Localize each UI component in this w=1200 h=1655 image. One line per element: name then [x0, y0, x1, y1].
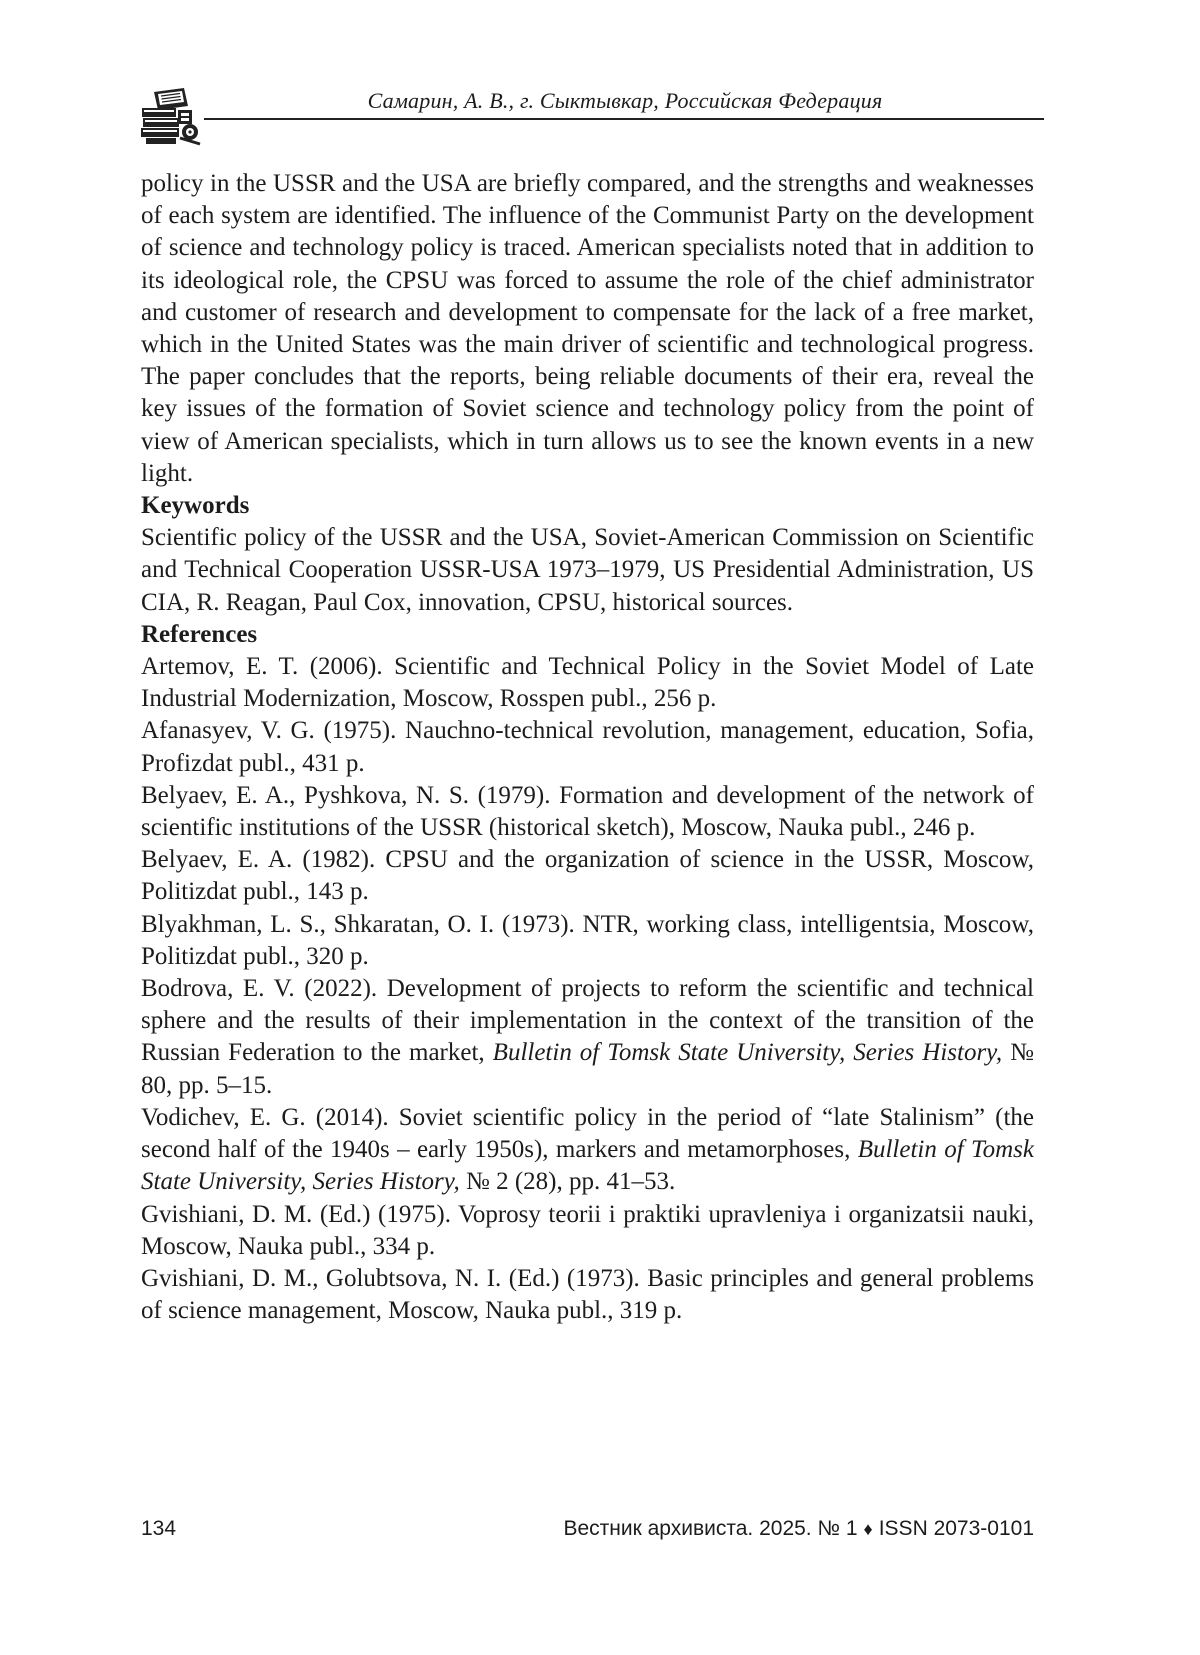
article-body [141, 168, 1034, 1327]
archive-logo-icon [140, 86, 204, 148]
issn: ISSN 2073-0101 [878, 1517, 1034, 1540]
journal-name: Вестник архивиста. 2025. № 1 [563, 1517, 858, 1540]
page-number: 134 [141, 1517, 177, 1540]
reference-item: Belyaev, E. A. (1982). CPSU and the organization of science in the USSR, Moscow, Politizdat publ., 143 p. [141, 846, 1034, 906]
reference-item: Afanasyev, V. G. (1975). Nauchno-technical revolution, management, education, Sofia, Profizdat publ., 431 p. [141, 717, 1034, 777]
journal-title: Bulletin of Tomsk State University, Series History, [141, 1136, 1034, 1196]
header-rule [204, 118, 1044, 120]
reference-item: Belyaev, E. A., Pyshkova, N. S. (1979). Formation and development of the network of scientific institutions of the USSR (historical sketch), Moscow, Nauka publ., 246 p. [141, 781, 1034, 842]
running-title: Самарин, А. В., г. Сыктывкар, Российская Федерация [367, 88, 883, 113]
reference-item: Gvishiani, D. M., Golubtsova, N. I. (Ed.) (1973). Basic principles and general problems of science management, Moscow, Nauka publ., 319 p. [141, 1264, 1034, 1325]
diamond-separator-icon: ♦ [863, 1519, 873, 1539]
page-footer [141, 1517, 1034, 1547]
reference-item: Gvishiani, D. M. (Ed.) (1975). Voprosy teorii i praktiki upravleniya i organizatsii nauki, Moscow, Nauka publ., 334 p. [141, 1200, 1034, 1260]
references-heading: References [141, 620, 258, 648]
journal-title: Bulletin of Tomsk State University, Series History, [492, 1039, 1003, 1067]
keywords-heading: Keywords [141, 492, 250, 520]
keywords-text: Scientific policy of the USSR and the USA, Soviet-American Commission on Scientific and Technical Cooperation USSR-USA 1973–1979, US Presidential Administration, US CIA, R. Reagan, Paul Cox, innovation, CPSU, historical sources. [141, 524, 1034, 616]
running-header [140, 82, 1040, 152]
reference-item: Vodichev, E. G. (2014). Soviet scientific policy in the period of “late Stalinism” (the second half of the 1940s – early 1950s), markers and metamorphoses, Bulletin of Tomsk State University, Series History, № 2 (28), pp. 41–53. [141, 1103, 1034, 1196]
reference-item: Artemov, E. T. (2006). Scientific and Technical Policy in the Soviet Model of Late Industrial Modernization, Moscow, Rosspen publ., 256 p. [141, 653, 1034, 713]
journal-line [563, 1517, 1034, 1541]
reference-item: Bodrova, E. V. (2022). Development of projects to reform the scientific and technical sphere and the results of their implementation in the context of the transition of the Russian Federation to the market, Bulletin of Tomsk State University, Series History, № 80, pp. 5–15. [141, 975, 1034, 1099]
abstract-continuation: policy in the USSR and the USA are briefly compared, and the strengths and weaknesses of each system are identified. The influence of the Communist Party on the development of science and technology policy is traced. American specialists noted that in addition to its ideological role, the CPSU was forced to assume the role of the chief administrator and customer of research and development to compensate for the lack of a free market, which in the United States was the main driver of scientific and technological progress. The paper concludes that the reports, being reliable documents of their era, reveal the key issues of the formation of Soviet science and technology policy from the point of view of American specialists, which in turn allows us to see the known events in a new light. [141, 170, 1034, 487]
reference-item: Blyakhman, L. S., Shkaratan, O. I. (1973). NTR, working class, intelligentsia, Moscow, Politizdat publ., 320 p. [141, 910, 1034, 970]
